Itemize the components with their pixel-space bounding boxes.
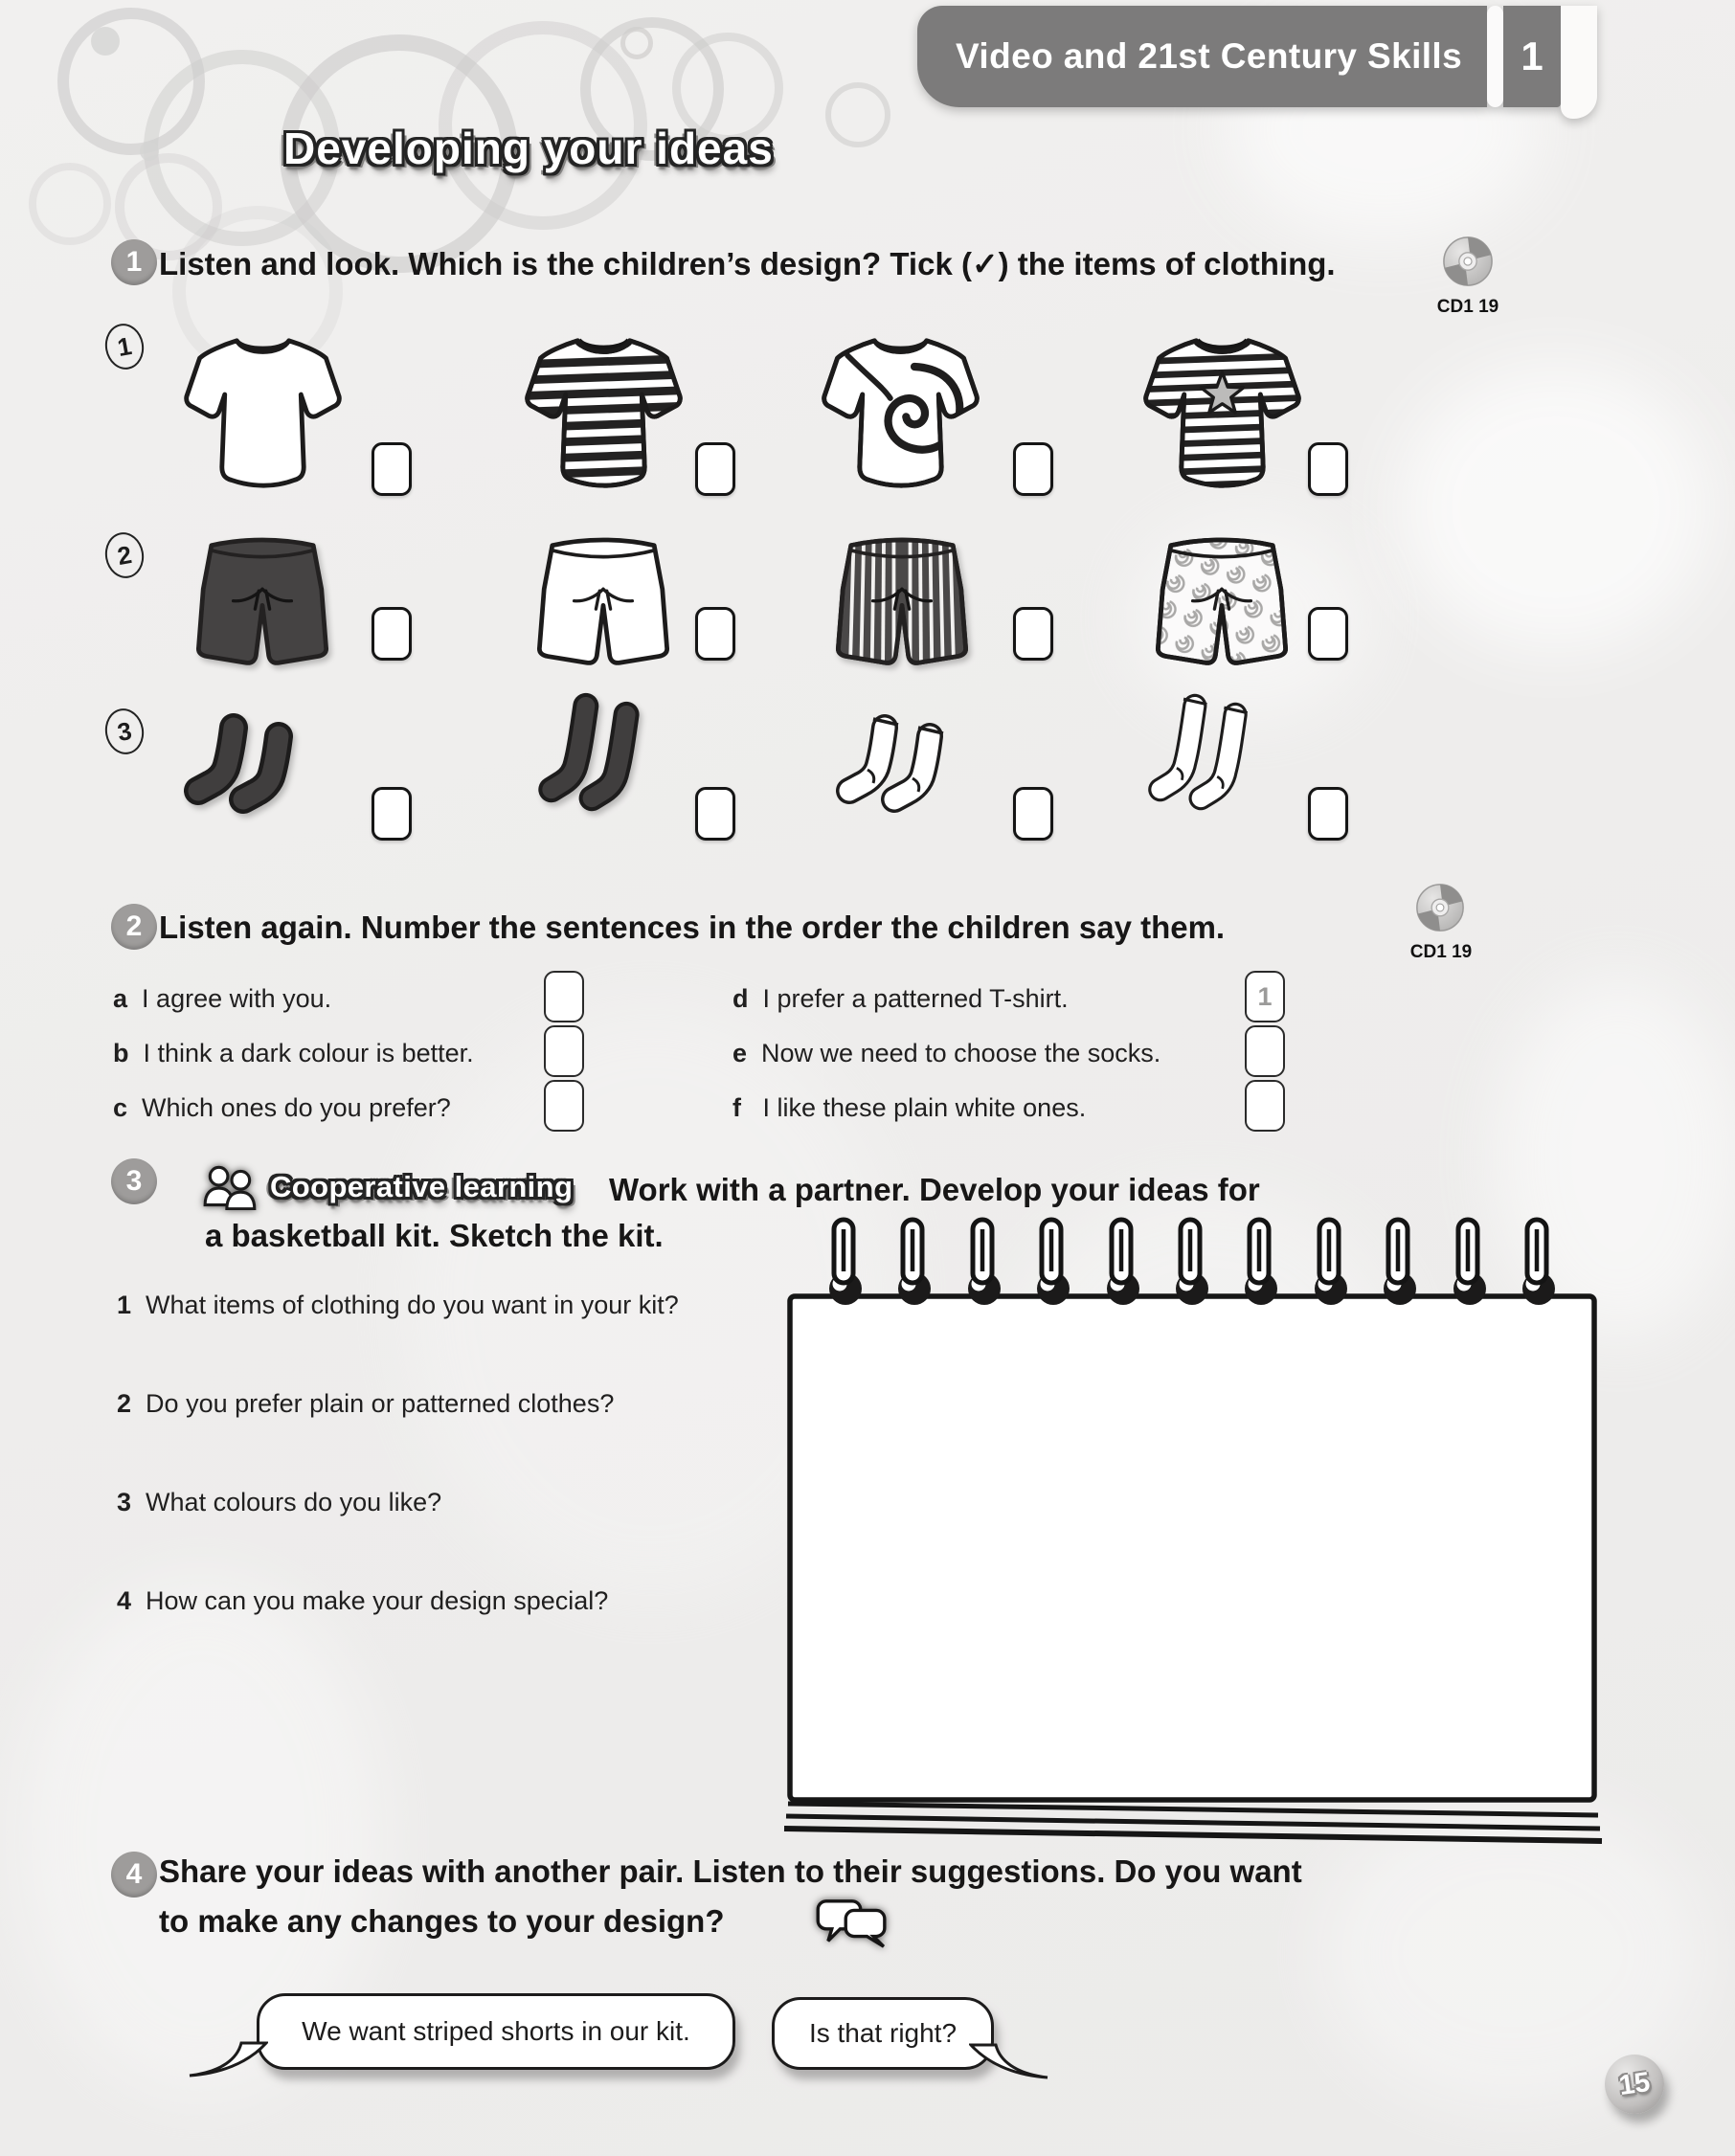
sketch-area[interactable] [790,1296,1594,1800]
exercise4-badge: 4 [111,1852,157,1898]
tick-checkbox-tshirt-4[interactable] [1308,442,1348,496]
speech-bubbles-icon [816,1896,889,1951]
answer-box-f[interactable] [1245,1080,1285,1132]
question-2: 2 Do you prefer plain or patterned clothes? [117,1389,615,1418]
tshirt-plain-white [184,329,342,497]
answer-box-c[interactable] [544,1080,584,1132]
exercise3-instruction-line2: a basketball kit. Sketch the kit. [205,1218,664,1253]
tick-checkbox-socks-1[interactable] [372,787,412,841]
cd-disc-icon [1415,883,1465,932]
tick-checkbox-tshirt-2[interactable] [695,442,735,496]
page-title: Developing your ideas [283,124,774,173]
exercise3-badge: 3 [111,1158,157,1204]
sentence-b: b I think a dark colour is better. [113,1039,474,1067]
sentence-f: f I like these plain white ones. [732,1093,1087,1122]
question-1: 1 What items of clothing do you want in your kit? [117,1291,679,1319]
exercise2-badge: 2 [111,904,157,950]
sentence-e: e Now we need to choose the socks. [732,1039,1161,1067]
tick-checkbox-shorts-2[interactable] [695,607,735,661]
tick-checkbox-shorts-1[interactable] [372,607,412,661]
unit-banner-corner [1561,6,1597,119]
speech-bubble-1-tail [188,2041,268,2081]
answer-box-b[interactable] [544,1025,584,1077]
tick-checkbox-socks-4[interactable] [1308,787,1348,841]
exercise4-instruction-line2: to make any changes to your design? [159,1903,725,1939]
shorts-dark [190,532,335,674]
tick-checkbox-shorts-3[interactable] [1013,607,1053,661]
tshirt-striped [525,329,683,497]
exercise1-instruction: Listen and look. Which is the children’s design? Tick (✓) the items of clothing. [159,246,1336,281]
socks-dark-short [174,707,318,841]
row-marker-1: 1 [101,321,147,372]
row-marker-2: 2 [101,529,147,581]
question-4: 4 How can you make your design special? [117,1586,609,1615]
question-3: 3 What colours do you like? [117,1488,442,1516]
exercise2-audio-label: CD1 19 [1409,942,1473,962]
exercise2-instruction: Listen again. Number the sentences in the order the children say them. [159,910,1226,945]
answer-box-e[interactable] [1245,1025,1285,1077]
unit-banner-divider [1487,6,1503,107]
sentence-d: d I prefer a patterned T-shirt. [732,984,1069,1013]
unit-banner-body [917,6,1487,107]
unit-banner [917,6,1597,107]
sentence-a: a I agree with you. [113,984,332,1013]
page-number: 15 [1616,2066,1653,2101]
sentence-c: c Which ones do you prefer? [113,1093,451,1122]
socks-white-short [825,707,969,841]
tick-checkbox-socks-2[interactable] [695,787,735,841]
tick-checkbox-tshirt-1[interactable] [372,442,412,496]
answer-box-a[interactable] [544,971,584,1022]
speech-bubble-1: We want striped shorts in our kit. [257,1993,735,2070]
exercise1-audio-label: CD1 19 [1436,297,1499,317]
tshirt-swirl-pattern [822,329,980,497]
shorts-patterned [1149,532,1295,674]
two-people-icon [201,1164,260,1210]
speech-bubble-2-tail [969,2043,1049,2083]
exercise3-instruction-line1: Work with a partner. Develop your ideas for [609,1172,1260,1207]
tick-checkbox-tshirt-3[interactable] [1013,442,1053,496]
shorts-plain-white [530,532,676,674]
sketch-notebook [780,1214,1604,1844]
exercise1-badge: 1 [111,239,157,285]
shorts-striped [829,532,975,674]
cooperative-learning-badge: Cooperative learning [270,1170,574,1203]
tshirt-striped-star [1143,329,1301,497]
socks-white-long [1141,691,1271,840]
tick-checkbox-shorts-4[interactable] [1308,607,1348,661]
unit-number: 1 [1503,6,1561,107]
tick-checkbox-socks-3[interactable] [1013,787,1053,841]
exercise4-instruction-line1: Share your ideas with another pair. Listen to their suggestions. Do you want [159,1853,1302,1889]
unit-banner-title: Video and 21st Century Skills [956,36,1463,76]
row-marker-3: 3 [101,706,147,757]
page-number-badge [1605,2055,1664,2114]
cd-disc-icon [1442,236,1494,287]
answer-box-d[interactable]: 1 [1245,971,1285,1022]
socks-dark-long [532,691,662,840]
speech-bubble-2: Is that right? [772,1997,994,2070]
